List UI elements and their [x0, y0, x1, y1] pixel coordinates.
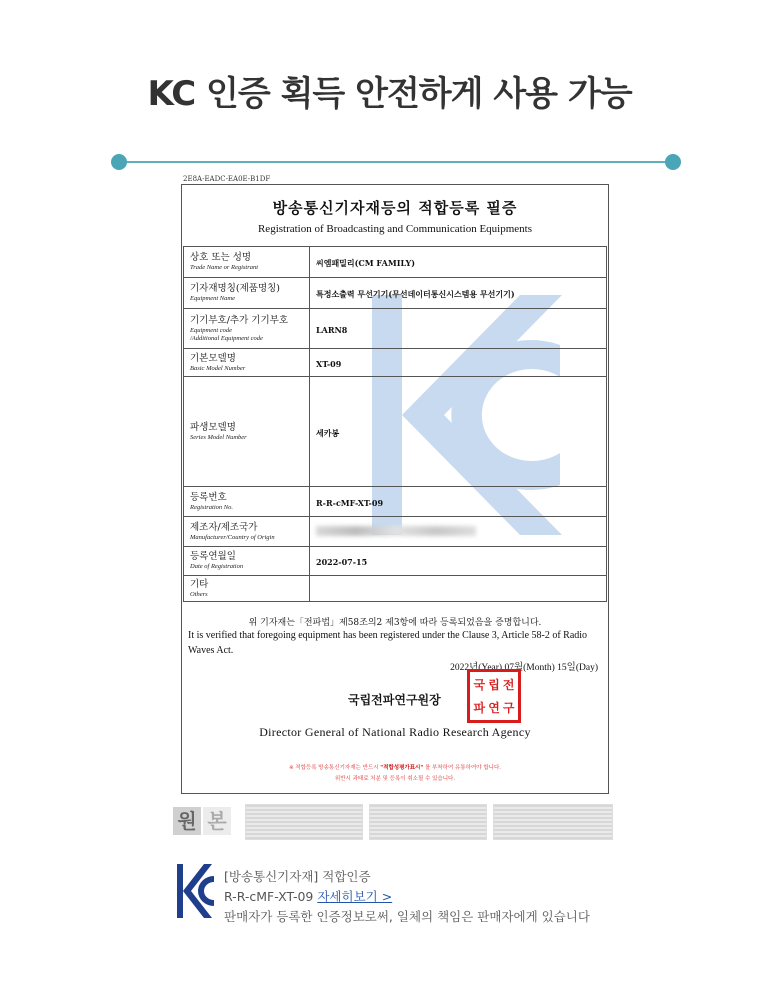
value-equipment-name: 특정소출력 무선기기(무선데이터통신시스템용 무선기기) [316, 289, 515, 299]
row-label [184, 377, 310, 487]
certificate-thumbnails [171, 804, 614, 840]
label-en: Series Model Number [190, 433, 247, 441]
seal-char: 연 [488, 701, 500, 715]
table-row [184, 547, 607, 576]
seller-disclaimer: 판매자가 등록한 인증정보로써, 일체의 책임은 판매자에게 있습니다 [224, 909, 590, 924]
label-en: Registration No. [190, 503, 233, 511]
row-label [184, 349, 310, 377]
label-kr: 기본모델명 [190, 352, 236, 364]
row-label [184, 517, 310, 547]
row-value [310, 377, 607, 487]
row-value [310, 547, 607, 576]
label-en: Equipment code [190, 326, 233, 334]
seal-char: 립 [488, 678, 500, 692]
row-value [310, 487, 607, 517]
label-en-2: /Additional Equipment code [190, 334, 263, 342]
thumbnail-original[interactable] [171, 804, 235, 838]
row-value [310, 576, 607, 602]
row-label [184, 576, 310, 602]
value-registration-date: 2022-07-15 [316, 557, 368, 567]
kc-cert-type: [방송통신기자재] 적합인증 [224, 869, 371, 884]
label-kr: 제조자/제조국가 [190, 521, 258, 533]
issue-date: 2022년(Year) 07월(Month) 15일(Day) [450, 663, 598, 673]
kc-reg-line [224, 887, 392, 905]
thumbnail-page[interactable] [493, 804, 613, 840]
label-kr: 기자재명칭(제품명칭) [190, 283, 281, 294]
divider-line [118, 161, 673, 163]
label-kr: 기기부호/추가 기기부호 [190, 314, 288, 326]
redacted-manufacturer [316, 526, 476, 536]
blurred-preview [494, 805, 612, 839]
official-seal-icon [467, 669, 521, 723]
row-label [184, 547, 310, 576]
certificate-doc-id: 2E8A-EADC-EA0E-B1DF [183, 175, 271, 183]
notice-line-2: 위반시 과태료 처분 및 등록이 취소될 수 있습니다. [334, 776, 456, 782]
page-headline: KC 인증 획득 안전하게 사용 가능 [147, 74, 632, 114]
table-row [184, 309, 607, 349]
label-en: Equipment Name [190, 295, 235, 302]
table-row [184, 278, 607, 309]
seal-char: 전 [502, 678, 515, 692]
row-label [184, 278, 310, 309]
value-registration-no: R-R-cMF-XT-09 [316, 497, 384, 508]
certificate-title-en: Registration of Broadcasting and Communication Equipments [257, 223, 533, 235]
row-value [310, 278, 607, 309]
row-value [310, 247, 607, 278]
label-en: Basic Model Number [190, 364, 246, 372]
divider-dot-left [111, 154, 127, 170]
row-value [310, 517, 607, 547]
blurred-preview [370, 805, 486, 839]
divider-dot-right [665, 154, 681, 170]
seal-char: 구 [502, 701, 515, 715]
table-row [184, 517, 607, 547]
blurred-preview [246, 805, 362, 839]
label-en: Others [190, 590, 208, 598]
row-label [184, 487, 310, 517]
kc-logo-icon [176, 862, 214, 920]
value-equipment-code: LARN8 [316, 324, 348, 335]
notice-line-1 [182, 763, 608, 771]
notice-part: ※ 적합등록 방송통신기자재는 반드시 [288, 765, 379, 771]
table-row [184, 377, 607, 487]
seal-char: 파 [473, 701, 486, 715]
certificate-table [183, 246, 607, 602]
label-en: Manufacturer/Country of Origin [190, 533, 275, 541]
row-value [310, 309, 607, 349]
notice-emphasis: "적합성평가표시" [380, 765, 424, 771]
label-en: Trade Name or Registrant [190, 264, 259, 271]
value-trade-name: 씨엠패밀리(CM FAMILY) [316, 258, 416, 268]
certificate-title-kr: 방송통신기자재등의 적합등록 필증 [272, 199, 518, 217]
label-kr: 파생모델명 [190, 421, 236, 433]
table-row [184, 349, 607, 377]
value-basic-model: XT-09 [316, 358, 342, 369]
label-kr: 기타 [190, 578, 209, 590]
original-badge: 원 [173, 807, 201, 835]
seal-char: 국 [473, 678, 486, 692]
label-kr: 상호 또는 성명 [190, 252, 252, 263]
label-kr: 등록연월일 [190, 551, 236, 562]
detail-link[interactable]: 자세히보기 > [317, 889, 393, 904]
label-en: Date of Registration [190, 563, 244, 570]
row-label [184, 247, 310, 278]
label-kr: 등록번호 [190, 491, 227, 503]
statement-kr: 위 기자재는「전파법」제58조의2 제3항에 따라 등록되었음을 증명합니다. [248, 618, 542, 628]
certificate-document [181, 184, 609, 794]
kc-reg-number: R-R-cMF-XT-09 [224, 889, 314, 904]
copy-badge: 본 [203, 807, 231, 835]
issuer-kr: 국립전파연구원장 [348, 693, 441, 707]
statement-en: It is verified that foregoing equipment has been registered under the Clause 3, Article 58-2 of Radio Waves Act. [188, 630, 588, 656]
issuer-en: Director General of National Radio Research Agency [259, 725, 531, 739]
table-row [184, 247, 607, 278]
notice-part: 를 부착하여 유통하여야 합니다. [424, 765, 502, 771]
thumbnail-page[interactable] [245, 804, 363, 840]
table-row [184, 487, 607, 517]
row-label [184, 309, 310, 349]
table-row [184, 576, 607, 602]
thumbnail-page[interactable] [369, 804, 487, 840]
row-value [310, 349, 607, 377]
value-series-model: 세카봉 [316, 427, 340, 438]
